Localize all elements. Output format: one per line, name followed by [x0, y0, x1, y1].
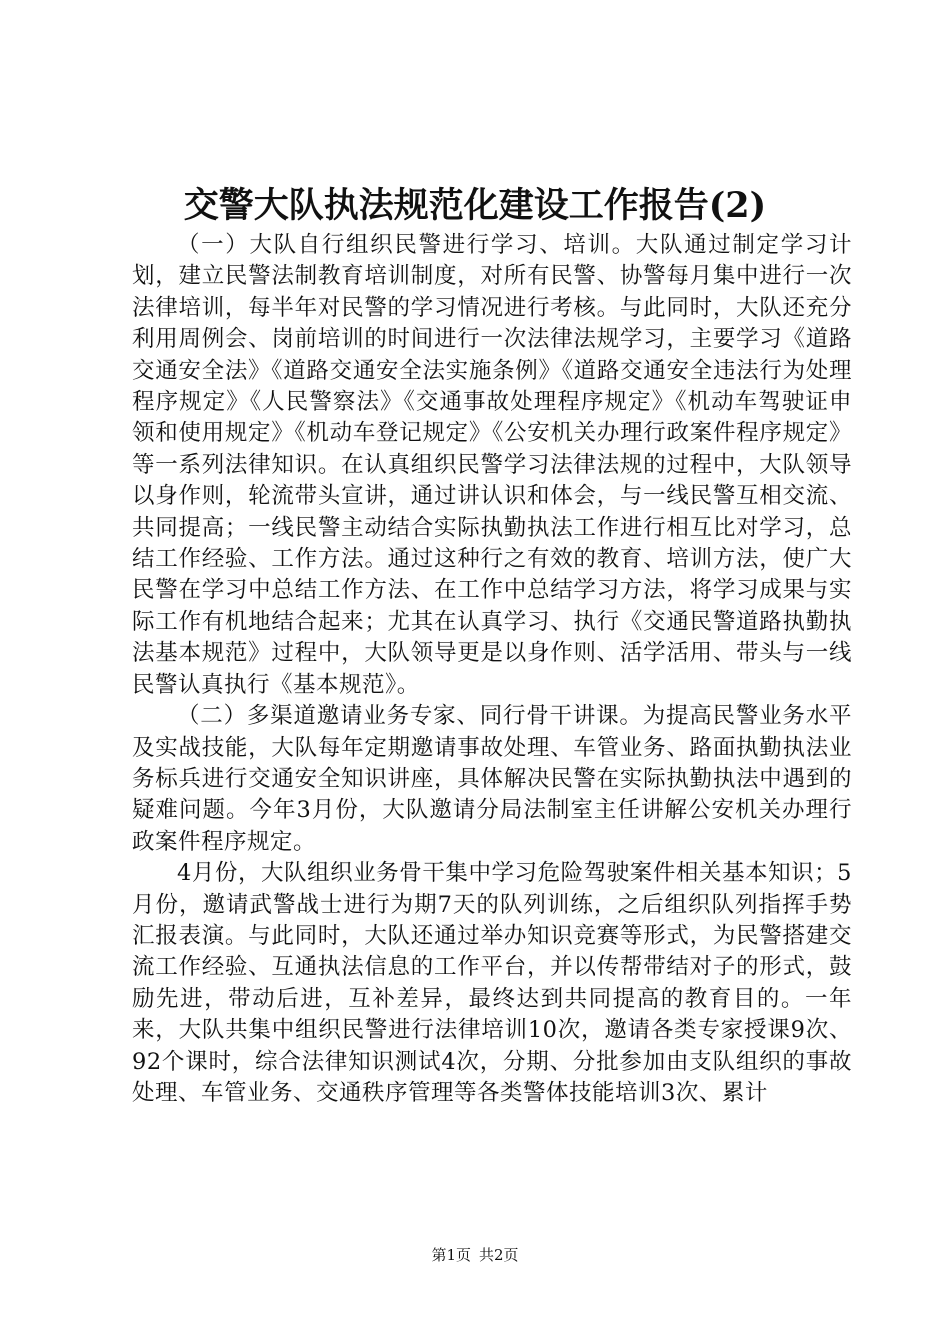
paragraph-2: （二）多渠道邀请业务专家、同行骨干讲课。为提高民警业务水平及实战技能，大队每年定期邀请事故处理、车管业务、路面执勤执法业务标兵进行交通安全知识讲座，具体解决民警在实际执勤执法中遇到的疑难问题。今年3月份，大队邀请分局法制室主任讲解公安机关办理行政案件程序规定。 — [132, 703, 852, 855]
page-number: 第1页 — [431, 1246, 471, 1264]
paragraph-3: 4月份，大队组织业务骨干集中学习危险驾驶案件相关基本知识；5月份，邀请武警战士进行为期7天的队列训练，之后组织队列指挥手势汇报表演。与此同时，大队还通过举办知识竞赛等形式，为民警搭建交流工作经验、互通执法信息的工作平台，并以传帮带结对子的形式，鼓励先进，带动后进，互补差异，最终达到共同提高的教育目的。一年来，大队共集中组织民警进行法律培训10次，邀请各类专家授课9次、92个课时，综合法律知识测试4次，分期、分批参加由支队组织的事故处理、车管业务、交通秩序管理等各类警体技能培训3次、累计 — [132, 860, 852, 1106]
page-total: 共2页 — [479, 1246, 519, 1264]
document-title: 交警大队执法规范化建设工作报告(2) — [183, 185, 767, 226]
page-footer — [0, 1245, 950, 1265]
document-body — [132, 230, 852, 1109]
paragraph-1: （一）大队自行组织民警进行学习、培训。大队通过制定学习计划，建立民警法制教育培训制度，对所有民警、协警每月集中进行一次法律培训，每半年对民警的学习情况进行考核。与此同时，大队还充分利用周例会、岗前培训的时间进行一次法律法规学习，主要学习《道路交通安全法》《道路交通安全法实施条例》《道路交通安全违法行为处理程序规定》《人民警察法》《交通事故处理程序规定》《机动车驾驶证申领和使用规定》《机动车登记规定》《公安机关办理行政案件程序规定》等一系列法律知识。在认真组织民警学习法律法规的过程中，大队领导以身作则，轮流带头宣讲，通过讲认识和体会，与一线民警互相交流、共同提高；一线民警主动结合实际执勤执法工作进行相互比对学习，总结工作经验、工作方法。通过这种行之有效的教育、培训方法，使广大民警在学习中总结工作方法、在工作中总结学习方法，将学习成果与实际工作有机地结合起来；尤其在认真学习、执行《交通民警道路执勤执法基本规范》过程中，大队领导更是以身作则、活学活用、带头与一线民警认真执行《基本规范》。 — [132, 232, 852, 698]
